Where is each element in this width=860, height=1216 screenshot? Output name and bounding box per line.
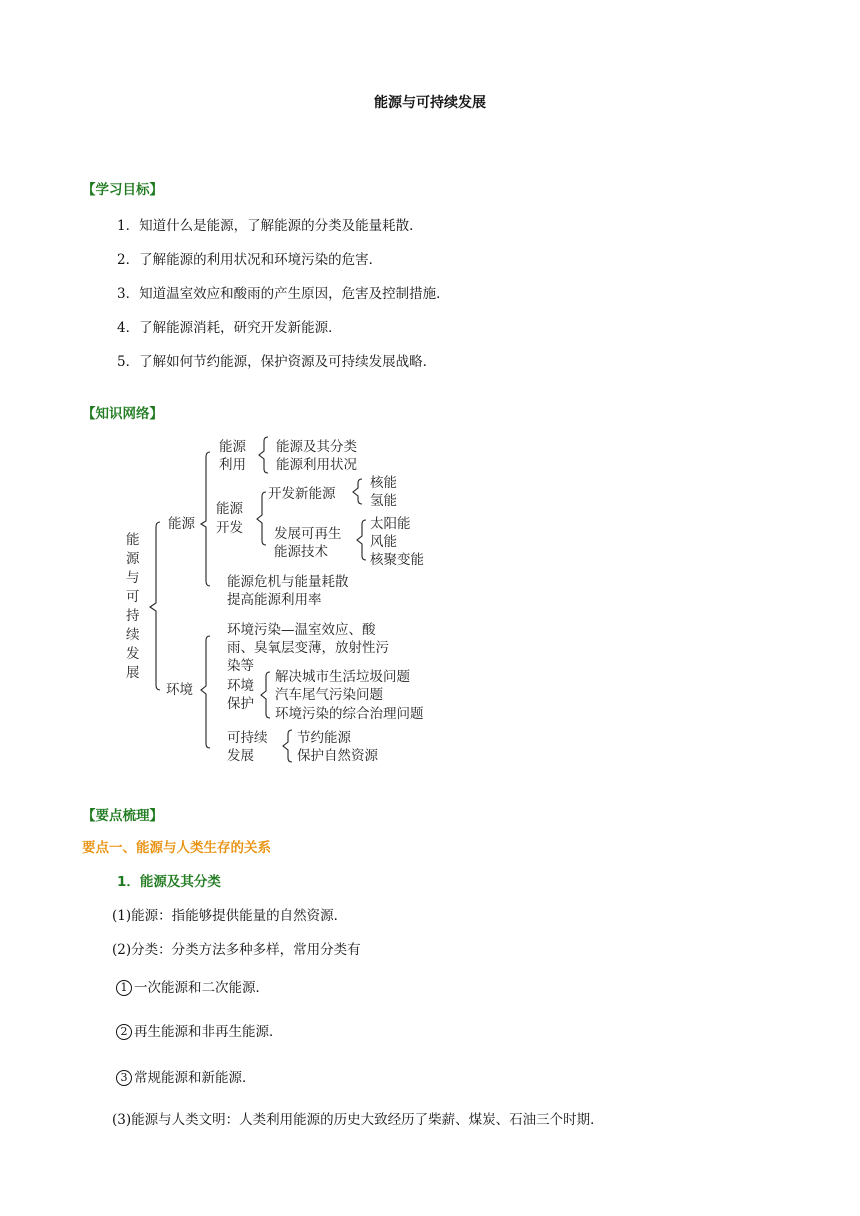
paragraph-classification: (2)分类：分类方法多种多样，常用分类有 [112,942,361,958]
circled-number-1: 1 [116,980,132,996]
protect-item-1: 解决城市生活垃圾问题 [275,669,410,685]
pollution-line-2: 雨、臭氧层变薄，放射性污 [227,640,389,656]
key-point-1: 要点一、能源与人类生存的关系 [82,840,271,856]
env-label: 环境 [166,682,193,698]
class-item-2-text: 再生能源和非再生能源． [134,1024,283,1040]
paragraph-civilization: (3)能源与人类文明：人类利用能源的历史大致经历了柴薪、煤炭、石油三个时期． [112,1112,604,1128]
root-char-1: 能 [126,532,140,548]
renew-item-3: 核聚变能 [370,552,424,568]
sustain-item-2: 保护自然资源 [297,748,378,764]
paragraph-definition: (1)能源：指能够提供能量的自然资源． [112,908,348,924]
root-char-2: 源 [126,551,140,567]
protect-item-2: 汽车尾气污染问题 [275,687,383,703]
circled-number-3: 3 [116,1070,132,1086]
goal-item-1: 1．知道什么是能源，了解能源的分类及能量耗散． [117,218,423,234]
renew-label-2: 能源技术 [274,544,328,560]
sustain-label-2: 发展 [227,748,254,764]
dev-label-2: 开发 [216,520,243,536]
goal-item-5: 5．了解如何节约能源，保护资源及可持续发展战略． [117,354,437,370]
use-item-1: 能源及其分类 [276,439,357,455]
use-brace [259,437,268,473]
class-item-1 [116,976,269,996]
protect-brace [261,672,270,718]
root-char-5: 持 [126,608,140,624]
root-char-6: 续 [126,627,140,643]
env-brace [201,636,210,748]
root-char-8: 展 [126,665,140,681]
use-label-2: 利用 [219,457,246,473]
page-title: 能源与可持续发展 [374,95,486,111]
circled-number-2: 2 [116,1024,132,1040]
protect-label-1: 环境 [227,678,254,694]
use-item-2: 能源利用状况 [276,457,357,473]
renew-brace [357,520,366,560]
renew-label-1: 发展可再生 [274,526,342,542]
renew-item-2: 风能 [370,534,397,550]
root-char-3: 与 [126,570,140,586]
root-brace [150,522,160,690]
dev-label-1: 能源 [216,501,243,517]
class-item-3-text: 常规能源和新能源． [134,1070,256,1086]
class-item-1-text: 一次能源和二次能源． [134,980,269,996]
sub-point-1: 1．能源及其分类 [117,874,221,890]
sustain-label-1: 可持续 [227,730,268,746]
protect-label-2: 保护 [227,696,254,712]
goal-item-4: 4．了解能源消耗，研究开发新能源． [117,320,342,336]
protect-item-3: 环境污染的综合治理问题 [275,706,424,722]
root-char-7: 发 [126,646,140,662]
goals-heading: 【学习目标】 [82,182,163,198]
crisis-line-2: 提高能源利用率 [227,592,322,608]
use-label-1: 能源 [219,439,246,455]
dev-brace [257,492,266,545]
class-item-3 [116,1066,256,1086]
goal-item-2: 2．了解能源的利用状况和环境污染的危害． [117,252,383,268]
newdev-item-2: 氢能 [370,493,397,509]
newdev-brace [353,479,362,504]
newdev-label: 开发新能源 [268,486,336,502]
energy-label: 能源 [168,516,195,532]
crisis-line-1: 能源危机与能量耗散 [227,574,349,590]
goal-item-3: 3．知道温室效应和酸雨的产生原因，危害及控制措施． [117,286,450,302]
points-heading: 【要点梳理】 [82,808,163,824]
energy-brace [201,452,210,586]
pollution-line-1: 环境污染—温室效应、酸 [227,622,376,638]
sustain-item-1: 节约能源 [297,730,351,746]
class-item-2 [116,1020,283,1040]
pollution-line-3: 染等 [227,658,254,674]
sustain-brace [283,730,292,762]
newdev-item-1: 核能 [370,475,397,491]
renew-item-1: 太阳能 [370,516,411,532]
root-char-4: 可 [126,589,140,605]
network-heading: 【知识网络】 [82,406,163,422]
